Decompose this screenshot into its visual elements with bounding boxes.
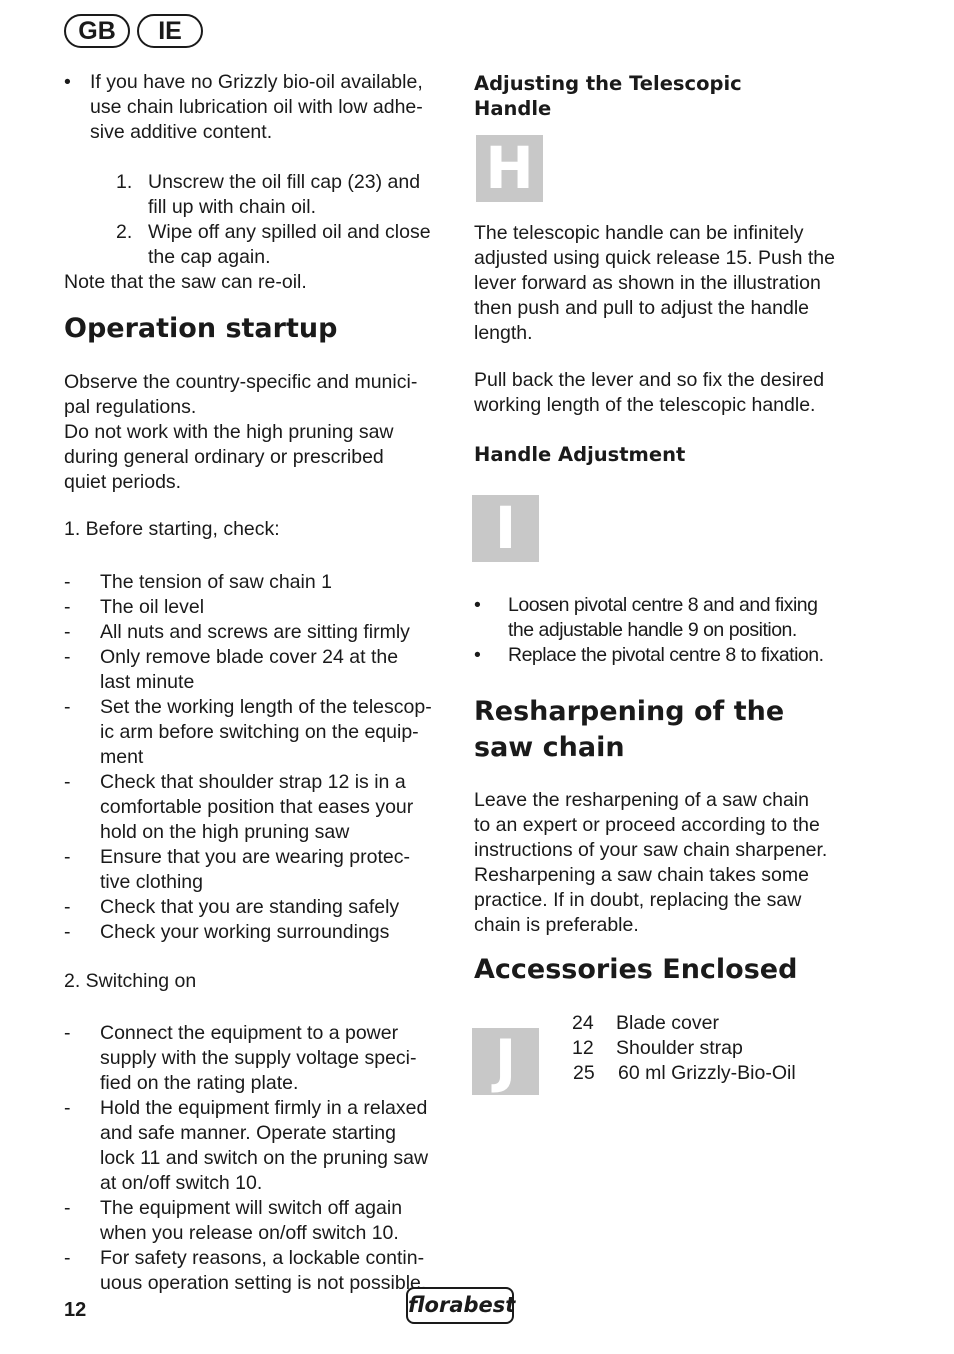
- text-line: the adjustable handle 9 on position.: [508, 619, 797, 641]
- text-line: If you have no Grizzly bio-oil available,: [90, 71, 423, 93]
- text-line: Check that shoulder strap 12 is in a: [100, 771, 406, 793]
- text-line: Do not work with the high pruning saw: [64, 421, 394, 443]
- text-line: hold on the high pruning saw: [100, 821, 350, 843]
- list-item: [100, 570, 332, 595]
- telescopic-heading: [474, 71, 742, 121]
- list-item: [100, 770, 413, 845]
- text-line: Loosen pivotal centre 8 and and fixing: [508, 594, 818, 616]
- step-text: [148, 220, 431, 270]
- handle-adjustment-heading: Handle Adjustment: [474, 443, 686, 466]
- text-line: lock 11 and switch on the pruning saw: [100, 1147, 429, 1169]
- bullet-mark: •: [474, 644, 481, 666]
- text-line: Set the working length of the telescop-: [100, 696, 432, 718]
- accessory-number: 24: [572, 1012, 594, 1034]
- text-line: to an expert or proceed according to the: [474, 814, 820, 836]
- figure-marker-i: I: [472, 495, 539, 562]
- text-line: Wipe off any spilled oil and close: [148, 221, 431, 243]
- list-item: [100, 845, 410, 895]
- accessory-number: 12: [572, 1037, 594, 1059]
- text-line: Check that you are standing safely: [100, 896, 400, 918]
- text-line: lever forward as shown in the illustration: [474, 272, 821, 294]
- handle-bullet-text: [508, 643, 824, 668]
- telescopic-paragraph-1: [474, 221, 835, 346]
- text-line: The oil level: [100, 596, 205, 618]
- list-item: [100, 1196, 402, 1246]
- dash-mark: -: [64, 921, 71, 943]
- intro-paragraph: [64, 370, 417, 495]
- dash-mark: -: [64, 1097, 71, 1119]
- dash-mark: -: [64, 846, 71, 868]
- text-line: last minute: [100, 671, 195, 693]
- florabest-logo: florabest: [406, 1287, 514, 1324]
- list-item: [100, 595, 204, 620]
- text-line: and safe manner. Operate starting: [100, 1122, 396, 1144]
- text-line: sive additive content.: [90, 121, 273, 143]
- text-line: pal regulations.: [64, 396, 197, 418]
- list-item: [100, 620, 410, 645]
- text-line: Pull back the lever and so fix the desired: [474, 369, 825, 391]
- page-number: 12: [64, 1299, 87, 1321]
- text-line: use chain lubrication oil with low adhe-: [90, 96, 423, 118]
- lang-badge-ie: IE: [137, 14, 203, 48]
- text-line: when you release on/off switch 10.: [100, 1222, 399, 1244]
- text-line: Hold the equipment firmly in a relaxed: [100, 1097, 428, 1119]
- text-line: Only remove blade cover 24 at the: [100, 646, 399, 668]
- step-number: 2.: [116, 221, 133, 243]
- reoil-note: Note that the saw can re-oil.: [64, 271, 307, 293]
- text-line: ic arm before switching on the equip-: [100, 721, 419, 743]
- list-item: [100, 1021, 417, 1096]
- figure-marker-j: J: [472, 1028, 539, 1095]
- text-line: working length of the telescopic handle.: [474, 394, 816, 416]
- step-text: [148, 170, 420, 220]
- heading-line: saw chain: [474, 732, 625, 763]
- text-line: The telescopic handle can be infinitely: [474, 222, 804, 244]
- text-line: For safety reasons, a lockable contin-: [100, 1247, 425, 1269]
- step-number: 1.: [116, 171, 133, 193]
- text-line: The tension of saw chain 1: [100, 571, 332, 593]
- dash-mark: -: [64, 596, 71, 618]
- accessories-heading: Accessories Enclosed: [474, 954, 798, 985]
- handle-bullet-text: [508, 593, 817, 643]
- text-line: Connect the equipment to a power: [100, 1022, 399, 1044]
- accessory-number: 25: [573, 1062, 595, 1084]
- resharpening-paragraph: [474, 788, 827, 938]
- text-line: Resharpening a saw chain takes some: [474, 864, 809, 886]
- list-item: [100, 895, 399, 920]
- dash-mark: -: [64, 1197, 71, 1219]
- list-item: [100, 1096, 428, 1196]
- resharpening-heading: [474, 694, 784, 766]
- heading-line: Handle: [474, 97, 552, 120]
- text-line: Unscrew the oil fill cap (23) and: [148, 171, 421, 193]
- dash-mark: -: [64, 1247, 71, 1269]
- text-line: practice. If in doubt, replacing the saw: [474, 889, 802, 911]
- text-line: fied on the rating plate.: [100, 1072, 299, 1094]
- telescopic-paragraph-2: [474, 368, 824, 418]
- accessory-label: 60 ml Grizzly-Bio-Oil: [618, 1062, 796, 1084]
- text-line: instructions of your saw chain sharpener.: [474, 839, 828, 861]
- text-line: at on/off switch 10.: [100, 1172, 263, 1194]
- dash-mark: -: [64, 696, 71, 718]
- accessory-label: Shoulder strap: [616, 1037, 743, 1059]
- text-line: uous operation setting is not possible.: [100, 1272, 427, 1294]
- text-line: All nuts and screws are sitting firmly: [100, 621, 410, 643]
- text-line: Leave the resharpening of a saw chain: [474, 789, 809, 811]
- text-line: adjusted using quick release 15. Push the: [474, 247, 835, 269]
- text-line: the cap again.: [148, 246, 271, 268]
- text-line: supply with the supply voltage speci-: [100, 1047, 417, 1069]
- heading-line: Adjusting the Telescopic: [474, 72, 742, 95]
- bullet-mark: •: [474, 594, 481, 616]
- dash-mark: -: [64, 896, 71, 918]
- list-item: [100, 695, 432, 770]
- text-line: The equipment will switch off again: [100, 1197, 403, 1219]
- dash-mark: -: [64, 771, 71, 793]
- dash-mark: -: [64, 571, 71, 593]
- dash-mark: -: [64, 621, 71, 643]
- text-line: then push and pull to adjust the handle: [474, 297, 810, 319]
- text-line: fill up with chain oil.: [148, 196, 316, 218]
- figure-marker-h: H: [476, 135, 543, 202]
- accessory-label: Blade cover: [616, 1012, 719, 1034]
- text-line: tive clothing: [100, 871, 203, 893]
- text-line: Observe the country-specific and munici-: [64, 371, 418, 393]
- list-item: [100, 1246, 426, 1296]
- lang-badge-gb: GB: [64, 14, 130, 48]
- list-item: [100, 645, 398, 695]
- text-line: length.: [474, 322, 533, 344]
- text-line: ment: [100, 746, 144, 768]
- check-title: 1. Before starting, check:: [64, 518, 280, 540]
- bullet-mark: •: [64, 71, 71, 93]
- text-line: chain is preferable.: [474, 914, 639, 936]
- oil-bullet-text: [90, 70, 423, 145]
- text-line: during general ordinary or prescribed: [64, 446, 384, 468]
- text-line: Ensure that you are wearing protec-: [100, 846, 411, 868]
- operation-startup-heading: Operation startup: [64, 313, 338, 344]
- text-line: quiet periods.: [64, 471, 182, 493]
- text-line: Replace the pivotal centre 8 to fixation.: [508, 644, 824, 666]
- text-line: Check your working surroundings: [100, 921, 390, 943]
- dash-mark: -: [64, 646, 71, 668]
- text-line: comfortable position that eases your: [100, 796, 414, 818]
- heading-line: Resharpening of the: [474, 696, 785, 727]
- switch-title: 2. Switching on: [64, 970, 197, 992]
- list-item: [100, 920, 389, 945]
- dash-mark: -: [64, 1022, 71, 1044]
